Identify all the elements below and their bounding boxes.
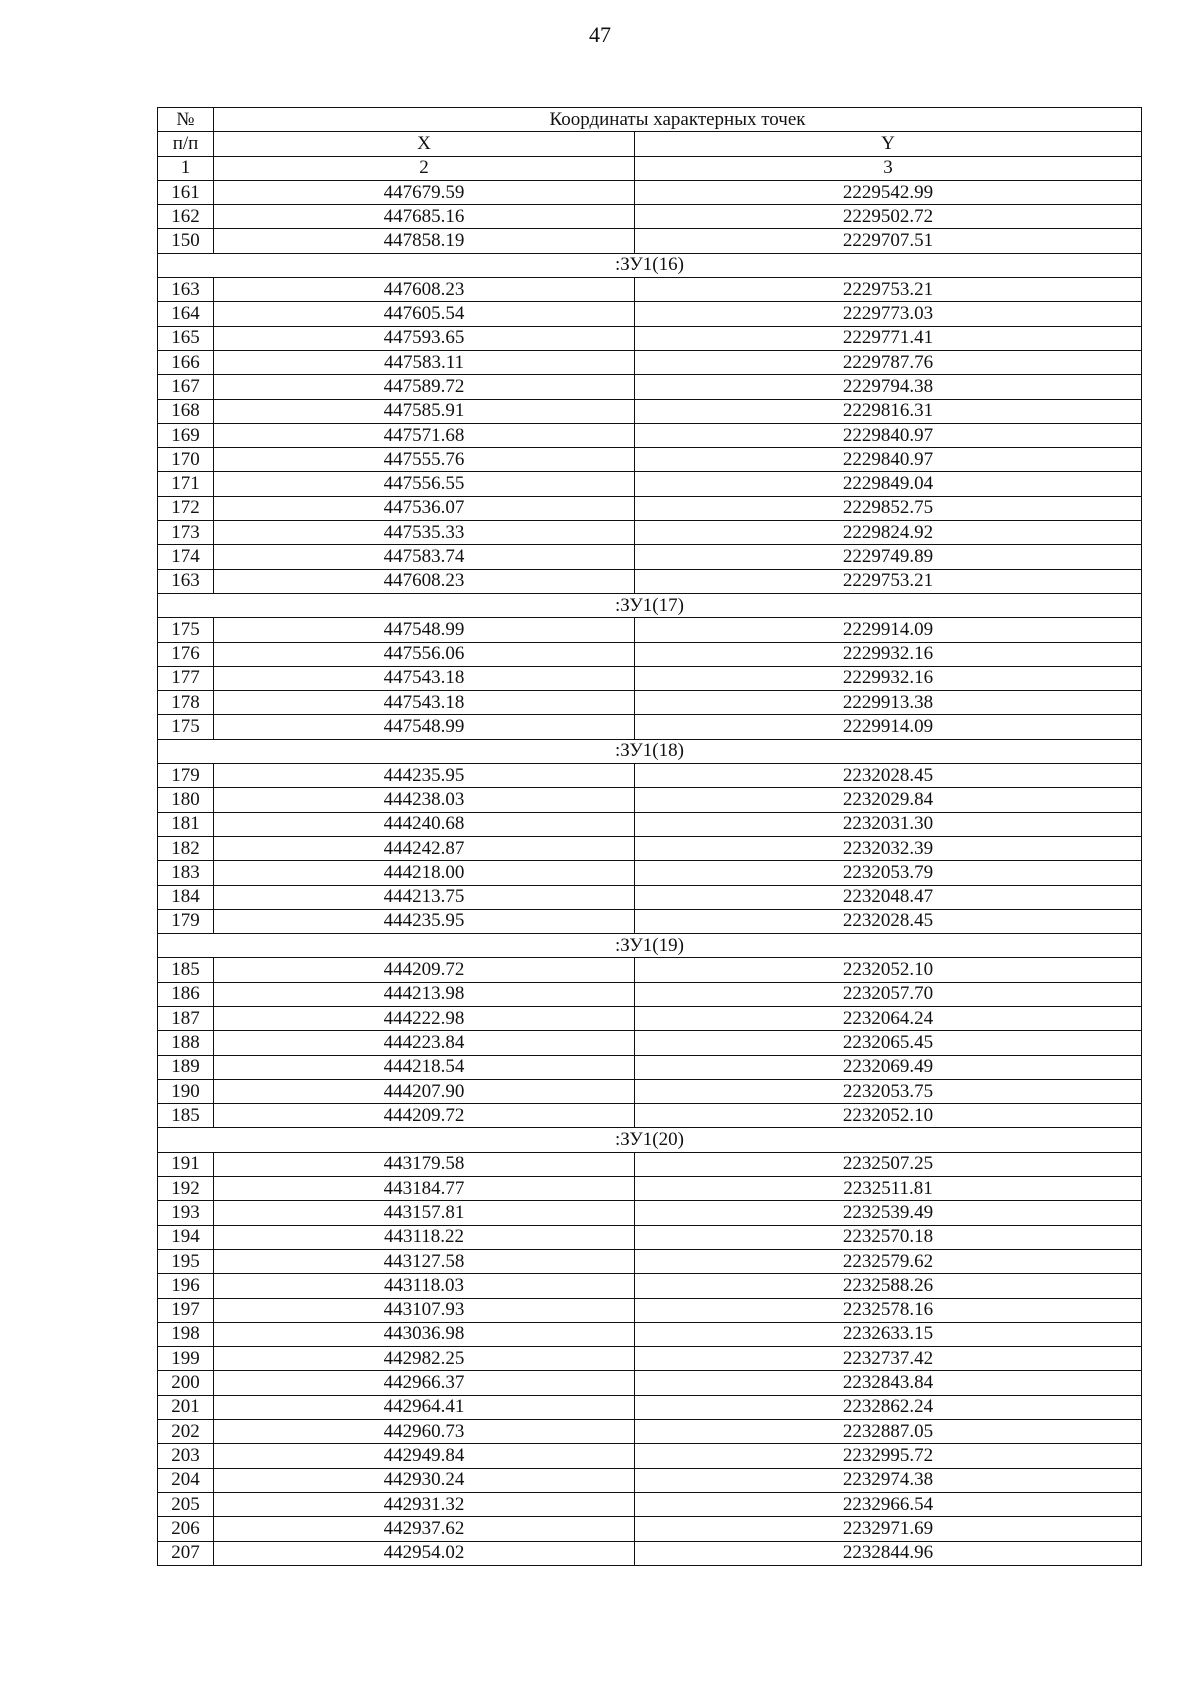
point-number: 165 <box>158 326 214 350</box>
y-coordinate: 2232507.25 <box>635 1152 1142 1176</box>
x-coordinate: 444207.90 <box>214 1079 635 1103</box>
x-coordinate: 443036.98 <box>214 1322 635 1346</box>
x-coordinate: 443127.58 <box>214 1249 635 1273</box>
y-coordinate: 2232053.75 <box>635 1079 1142 1103</box>
y-coordinate: 2232069.49 <box>635 1055 1142 1079</box>
point-number: 201 <box>158 1395 214 1419</box>
point-number: 187 <box>158 1006 214 1030</box>
table-row <box>158 1249 1142 1273</box>
y-coordinate: 2229753.21 <box>635 569 1142 593</box>
table-body <box>158 180 1142 1565</box>
table-row <box>158 1420 1142 1444</box>
point-number: 171 <box>158 472 214 496</box>
num-header: № <box>158 108 214 132</box>
x-coordinate: 442949.84 <box>214 1444 635 1468</box>
x-coordinate: 447536.07 <box>214 496 635 520</box>
section-row <box>158 593 1142 617</box>
x-coordinate: 443107.93 <box>214 1298 635 1322</box>
table-row <box>158 423 1142 447</box>
x-coordinate: 447605.54 <box>214 302 635 326</box>
y-coordinate: 2229787.76 <box>635 350 1142 374</box>
table-row <box>158 1177 1142 1201</box>
x-coordinate: 444235.95 <box>214 764 635 788</box>
point-number: 204 <box>158 1468 214 1492</box>
point-number: 161 <box>158 180 214 204</box>
y-coordinate: 2229771.41 <box>635 326 1142 350</box>
x-coordinate: 447585.91 <box>214 399 635 423</box>
y-coordinate: 2229749.89 <box>635 545 1142 569</box>
table-row <box>158 1468 1142 1492</box>
point-number: 184 <box>158 885 214 909</box>
x-coordinate: 447593.65 <box>214 326 635 350</box>
x-coordinate: 444218.54 <box>214 1055 635 1079</box>
x-coordinate: 447685.16 <box>214 205 635 229</box>
table-row <box>158 788 1142 812</box>
point-number: 150 <box>158 229 214 253</box>
point-number: 191 <box>158 1152 214 1176</box>
y-coordinate: 2232052.10 <box>635 958 1142 982</box>
y-coordinate: 2229932.16 <box>635 666 1142 690</box>
table-row <box>158 1347 1142 1371</box>
x-coordinate: 443118.03 <box>214 1274 635 1298</box>
table-row <box>158 326 1142 350</box>
table-row <box>158 569 1142 593</box>
table-row <box>158 1274 1142 1298</box>
x-coordinate: 442966.37 <box>214 1371 635 1395</box>
point-number: 168 <box>158 399 214 423</box>
y-coordinate: 2232029.84 <box>635 788 1142 812</box>
section-label: :ЗУ1(20) <box>158 1128 1142 1152</box>
table-row <box>158 764 1142 788</box>
x-coordinate: 443157.81 <box>214 1201 635 1225</box>
point-number: 197 <box>158 1298 214 1322</box>
table-row <box>158 812 1142 836</box>
y-coordinate: 2232844.96 <box>635 1541 1142 1565</box>
point-number: 163 <box>158 278 214 302</box>
point-number: 185 <box>158 958 214 982</box>
y-coordinate: 2229773.03 <box>635 302 1142 326</box>
table-row <box>158 909 1142 933</box>
table-row <box>158 448 1142 472</box>
x-coordinate: 444218.00 <box>214 861 635 885</box>
x-coordinate: 447571.68 <box>214 423 635 447</box>
y-coordinate: 2232578.16 <box>635 1298 1142 1322</box>
table-row <box>158 861 1142 885</box>
y-coordinate: 2232052.10 <box>635 1104 1142 1128</box>
x-coordinate: 442931.32 <box>214 1492 635 1516</box>
point-number: 195 <box>158 1249 214 1273</box>
y-coordinate: 2232974.38 <box>635 1468 1142 1492</box>
y-coordinate: 2229849.04 <box>635 472 1142 496</box>
x-coordinate: 447608.23 <box>214 278 635 302</box>
y-coordinate: 2232539.49 <box>635 1201 1142 1225</box>
y-coordinate: 2232032.39 <box>635 836 1142 860</box>
x-coordinate: 447589.72 <box>214 375 635 399</box>
point-number: 185 <box>158 1104 214 1128</box>
table-row <box>158 1395 1142 1419</box>
y-coordinate: 2232579.62 <box>635 1249 1142 1273</box>
point-number: 194 <box>158 1225 214 1249</box>
y-coordinate: 2229914.09 <box>635 715 1142 739</box>
y-coordinate: 2232057.70 <box>635 982 1142 1006</box>
x-coordinate: 447543.18 <box>214 666 635 690</box>
table-row <box>158 1517 1142 1541</box>
y-coordinate: 2232031.30 <box>635 812 1142 836</box>
x-coordinate: 447535.33 <box>214 521 635 545</box>
table-row <box>158 399 1142 423</box>
point-number: 192 <box>158 1177 214 1201</box>
y-coordinate: 2229794.38 <box>635 375 1142 399</box>
x-coordinate: 442960.73 <box>214 1420 635 1444</box>
x-coordinate: 447543.18 <box>214 691 635 715</box>
y-coordinate: 2232887.05 <box>635 1420 1142 1444</box>
x-column-header: X <box>214 132 635 156</box>
y-coordinate: 2229932.16 <box>635 642 1142 666</box>
point-number: 188 <box>158 1031 214 1055</box>
page-number: 47 <box>589 22 611 47</box>
table-row <box>158 1031 1142 1055</box>
y-coordinate: 2229707.51 <box>635 229 1142 253</box>
table-row <box>158 180 1142 204</box>
table-row <box>158 1104 1142 1128</box>
table-row <box>158 836 1142 860</box>
y-coordinate: 2232995.72 <box>635 1444 1142 1468</box>
table-row <box>158 229 1142 253</box>
table-row <box>158 1225 1142 1249</box>
point-number: 198 <box>158 1322 214 1346</box>
header-row-1 <box>158 108 1142 132</box>
y-coordinate: 2229542.99 <box>635 180 1142 204</box>
point-number: 200 <box>158 1371 214 1395</box>
section-row <box>158 739 1142 763</box>
x-coordinate: 444240.68 <box>214 812 635 836</box>
point-number: 164 <box>158 302 214 326</box>
num-header-sub: п/п <box>158 132 214 156</box>
point-number: 203 <box>158 1444 214 1468</box>
x-coordinate: 444238.03 <box>214 788 635 812</box>
section-row <box>158 1128 1142 1152</box>
table-row <box>158 1298 1142 1322</box>
y-coordinate: 2229913.38 <box>635 691 1142 715</box>
point-number: 199 <box>158 1347 214 1371</box>
y-coordinate: 2232053.79 <box>635 861 1142 885</box>
point-number: 166 <box>158 350 214 374</box>
table-row <box>158 205 1142 229</box>
section-row <box>158 934 1142 958</box>
point-number: 163 <box>158 569 214 593</box>
table-row <box>158 982 1142 1006</box>
y-coordinate: 2229840.97 <box>635 423 1142 447</box>
point-number: 169 <box>158 423 214 447</box>
table-row <box>158 278 1142 302</box>
table-row <box>158 375 1142 399</box>
x-coordinate: 443179.58 <box>214 1152 635 1176</box>
y-coordinate: 2232971.69 <box>635 1517 1142 1541</box>
y-coordinate: 2229914.09 <box>635 618 1142 642</box>
table-row <box>158 642 1142 666</box>
x-coordinate: 442964.41 <box>214 1395 635 1419</box>
y-coordinate: 2232048.47 <box>635 885 1142 909</box>
point-number: 162 <box>158 205 214 229</box>
y-coordinate: 2229502.72 <box>635 205 1142 229</box>
table-row <box>158 1006 1142 1030</box>
x-coordinate: 447556.55 <box>214 472 635 496</box>
x-coordinate: 447608.23 <box>214 569 635 593</box>
table-row <box>158 618 1142 642</box>
x-coordinate: 447555.76 <box>214 448 635 472</box>
x-coordinate: 444209.72 <box>214 958 635 982</box>
point-number: 176 <box>158 642 214 666</box>
table-row <box>158 715 1142 739</box>
section-label: :ЗУ1(18) <box>158 739 1142 763</box>
point-number: 196 <box>158 1274 214 1298</box>
x-coordinate: 447548.99 <box>214 715 635 739</box>
table-row <box>158 521 1142 545</box>
coords-group-header: Координаты характерных точек <box>214 108 1142 132</box>
point-number: 178 <box>158 691 214 715</box>
y-coordinate: 2229824.92 <box>635 521 1142 545</box>
point-number: 170 <box>158 448 214 472</box>
coordinates-table <box>157 107 1142 1566</box>
section-row <box>158 253 1142 277</box>
point-number: 189 <box>158 1055 214 1079</box>
y-coordinate: 2232862.24 <box>635 1395 1142 1419</box>
x-coordinate: 444209.72 <box>214 1104 635 1128</box>
table-row <box>158 472 1142 496</box>
table-row <box>158 350 1142 374</box>
section-label: :ЗУ1(19) <box>158 934 1142 958</box>
table-row <box>158 666 1142 690</box>
x-coordinate: 447858.19 <box>214 229 635 253</box>
point-number: 180 <box>158 788 214 812</box>
point-number: 206 <box>158 1517 214 1541</box>
x-coordinate: 442930.24 <box>214 1468 635 1492</box>
point-number: 175 <box>158 618 214 642</box>
x-coordinate: 444213.75 <box>214 885 635 909</box>
col2-index: 2 <box>214 156 635 180</box>
y-coordinate: 2232737.42 <box>635 1347 1142 1371</box>
point-number: 173 <box>158 521 214 545</box>
point-number: 186 <box>158 982 214 1006</box>
y-coordinate: 2229753.21 <box>635 278 1142 302</box>
x-coordinate: 447583.11 <box>214 350 635 374</box>
y-coordinate: 2232966.54 <box>635 1492 1142 1516</box>
table-row <box>158 958 1142 982</box>
y-coordinate: 2232843.84 <box>635 1371 1142 1395</box>
col3-index: 3 <box>635 156 1142 180</box>
x-coordinate: 442982.25 <box>214 1347 635 1371</box>
y-coordinate: 2229840.97 <box>635 448 1142 472</box>
y-coordinate: 2232028.45 <box>635 764 1142 788</box>
point-number: 175 <box>158 715 214 739</box>
point-number: 183 <box>158 861 214 885</box>
point-number: 193 <box>158 1201 214 1225</box>
y-column-header: Y <box>635 132 1142 156</box>
y-coordinate: 2229852.75 <box>635 496 1142 520</box>
table-row <box>158 1152 1142 1176</box>
y-coordinate: 2232633.15 <box>635 1322 1142 1346</box>
x-coordinate: 447679.59 <box>214 180 635 204</box>
x-coordinate: 444242.87 <box>214 836 635 860</box>
point-number: 202 <box>158 1420 214 1444</box>
column-index-row <box>158 156 1142 180</box>
table-row <box>158 1079 1142 1103</box>
point-number: 207 <box>158 1541 214 1565</box>
table-row <box>158 1492 1142 1516</box>
y-coordinate: 2232065.45 <box>635 1031 1142 1055</box>
point-number: 167 <box>158 375 214 399</box>
col1-index: 1 <box>158 156 214 180</box>
x-coordinate: 443118.22 <box>214 1225 635 1249</box>
y-coordinate: 2232570.18 <box>635 1225 1142 1249</box>
table-row <box>158 1371 1142 1395</box>
point-number: 179 <box>158 764 214 788</box>
x-coordinate: 444222.98 <box>214 1006 635 1030</box>
table-row <box>158 545 1142 569</box>
x-coordinate: 442954.02 <box>214 1541 635 1565</box>
x-coordinate: 444235.95 <box>214 909 635 933</box>
table-row <box>158 1444 1142 1468</box>
point-number: 177 <box>158 666 214 690</box>
point-number: 205 <box>158 1492 214 1516</box>
y-coordinate: 2229816.31 <box>635 399 1142 423</box>
header-row-2 <box>158 132 1142 156</box>
x-coordinate: 444223.84 <box>214 1031 635 1055</box>
point-number: 174 <box>158 545 214 569</box>
table-row <box>158 302 1142 326</box>
x-coordinate: 447583.74 <box>214 545 635 569</box>
point-number: 190 <box>158 1079 214 1103</box>
section-label: :ЗУ1(16) <box>158 253 1142 277</box>
table-row <box>158 885 1142 909</box>
y-coordinate: 2232028.45 <box>635 909 1142 933</box>
table-row <box>158 691 1142 715</box>
y-coordinate: 2232588.26 <box>635 1274 1142 1298</box>
point-number: 181 <box>158 812 214 836</box>
x-coordinate: 444213.98 <box>214 982 635 1006</box>
table-row <box>158 1322 1142 1346</box>
x-coordinate: 447556.06 <box>214 642 635 666</box>
point-number: 172 <box>158 496 214 520</box>
point-number: 182 <box>158 836 214 860</box>
table-row <box>158 1541 1142 1565</box>
x-coordinate: 442937.62 <box>214 1517 635 1541</box>
table-row <box>158 496 1142 520</box>
section-label: :ЗУ1(17) <box>158 593 1142 617</box>
y-coordinate: 2232511.81 <box>635 1177 1142 1201</box>
x-coordinate: 447548.99 <box>214 618 635 642</box>
table-row <box>158 1055 1142 1079</box>
table-row <box>158 1201 1142 1225</box>
x-coordinate: 443184.77 <box>214 1177 635 1201</box>
y-coordinate: 2232064.24 <box>635 1006 1142 1030</box>
point-number: 179 <box>158 909 214 933</box>
